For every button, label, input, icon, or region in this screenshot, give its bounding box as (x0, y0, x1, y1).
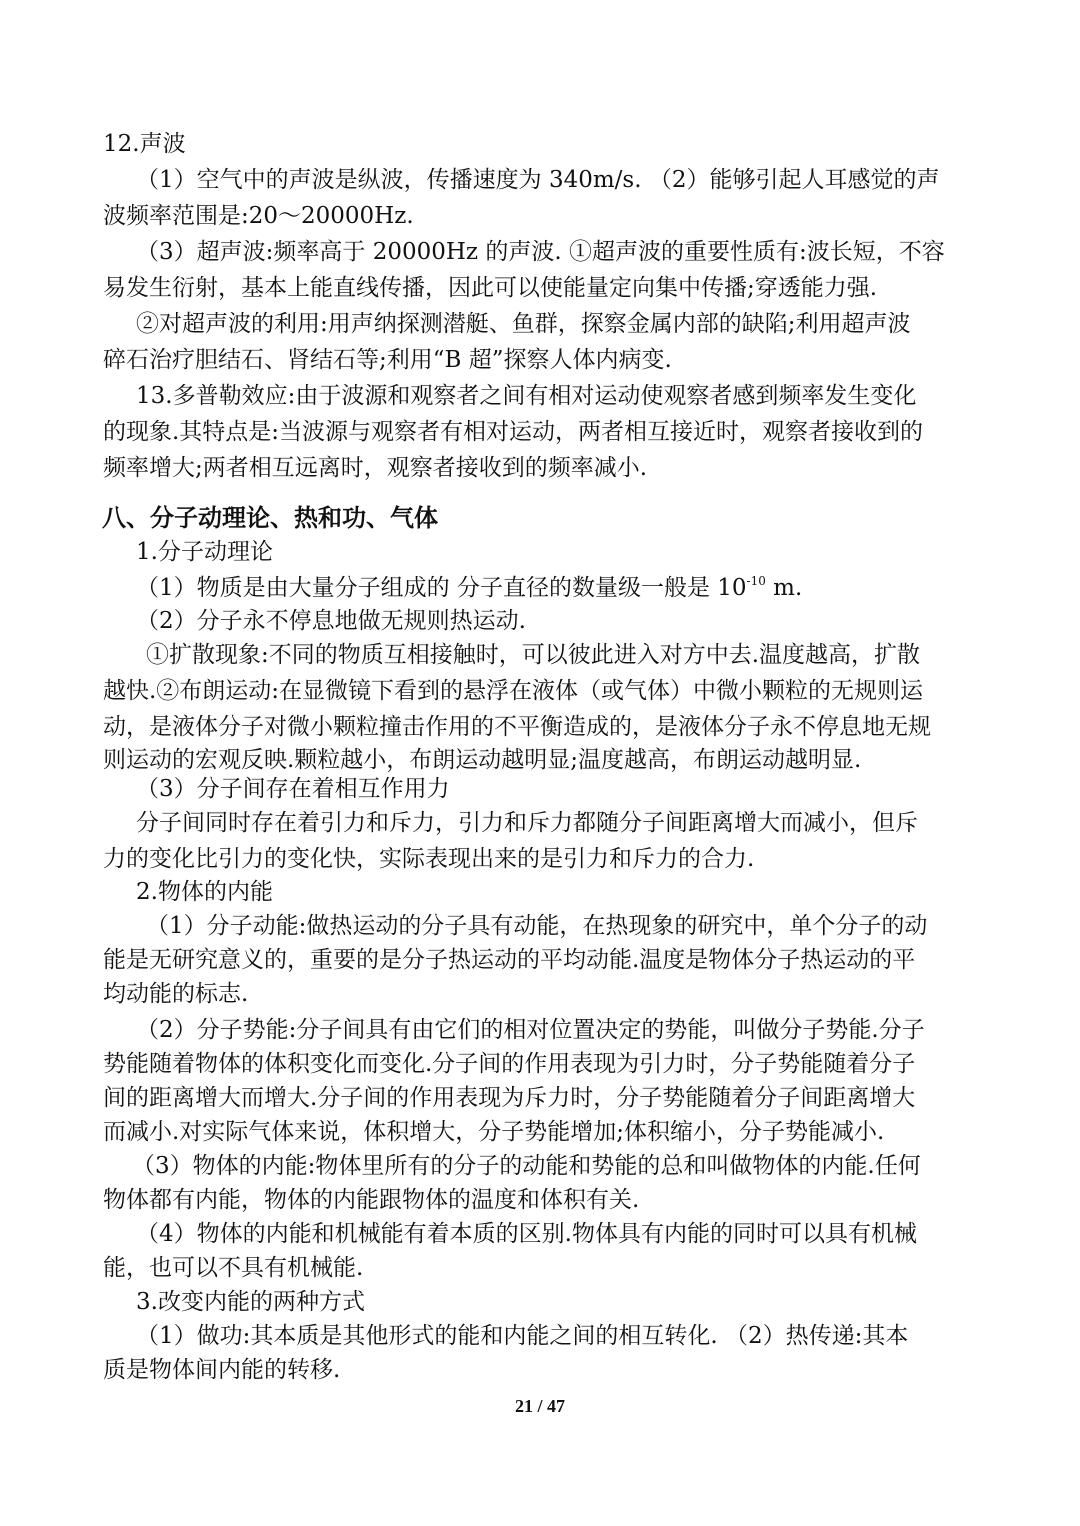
paragraph-line: 力的变化比引力的变化快，实际表现出来的是引力和斥力的合力. (103, 846, 755, 872)
paragraph-line: （3）超声波:频率高于 20000Hz 的声波. ①超声波的重要性质有:波长短，不容 (136, 239, 945, 265)
paragraph-line: （1）做功:其本质是其他形式的能和内能之间的相互转化. （2）热传递:其本 (136, 1323, 909, 1349)
paragraph-line: 动，是液体分子对微小颗粒撞击作用的不平衡造成的，是液体分子永不停息地无规 (103, 714, 931, 740)
section-13-line: 13.多普勒效应:由于波源和观察者之间有相对运动使观察者感到频率发生变化 (136, 383, 917, 409)
paragraph-line: （1）空气中的声波是纵波，传播速度为 340m/s. （2）能够引起人耳感觉的声 (136, 167, 940, 193)
paragraph-line: 波频率范围是:20～20000Hz. (103, 203, 414, 229)
paragraph-line: （3）分子间存在着相互作用力 (136, 776, 450, 802)
paragraph-text: （1）物质是由大量分子组成的 分子直径的数量级一般是 10 (136, 575, 747, 601)
paragraph-line: 分子间同时存在着引力和斥力，引力和斥力都随分子间距离增大而减小，但斥 (136, 810, 918, 836)
paragraph-line: 势能随着物体的体积变化而变化.分子间的作用表现为引力时，分子势能随着分子 (103, 1051, 916, 1077)
paragraph-line: （2）分子势能:分子间具有由它们的相对位置决定的势能，叫做分子势能.分子 (136, 1017, 925, 1043)
paragraph-line (136, 570, 802, 606)
chapter-heading: 八、分子动理论、热和功、气体 (102, 504, 438, 532)
paragraph-line: 易发生衍射，基本上能直线传播，因此可以使能量定向集中传播;穿透能力强. (103, 275, 878, 301)
paragraph-line: （3）物体的内能:物体里所有的分子的动能和势能的总和叫做物体的内能.任何 (132, 1153, 921, 1179)
paragraph-line: 能是无研究意义的，重要的是分子热运动的平均动能.温度是物体分子热运动的平 (103, 947, 916, 973)
section-12-title: 12.声波 (103, 131, 186, 157)
paragraph-line: 频率增大;两者相互远离时，观察者接收到的频率减小. (103, 455, 648, 481)
paragraph-line: 的现象.其特点是:当波源与观察者有相对运动，两者相互接近时，观察者接收到的 (103, 419, 924, 445)
paragraph-text: m. (765, 575, 803, 601)
paragraph-line: 能，也可以不具有机械能. (103, 1255, 364, 1281)
exponent: -10 (746, 574, 766, 588)
subsection-title: 1.分子动理论 (136, 539, 273, 565)
paragraph-line: 越快.②布朗运动:在显微镜下看到的悬浮在液体（或气体）中微小颗粒的无规则运 (103, 678, 924, 704)
paragraph-line: （2）分子永不停息地做无规则热运动. (136, 608, 526, 634)
paragraph-line: （4）物体的内能和机械能有着本质的区别.物体具有内能的同时可以具有机械 (136, 1221, 917, 1247)
subsection-title: 2.物体的内能 (136, 879, 273, 905)
paragraph-line: 均动能的标志. (103, 981, 249, 1007)
paragraph-line: 物体都有内能，物体的内能跟物体的温度和体积有关. (103, 1187, 640, 1213)
paragraph-line: 而减小.对实际气体来说，体积增大，分子势能增加;体积缩小，分子势能减小. (103, 1119, 885, 1145)
paragraph-line: ①扩散现象:不同的物质互相接触时，可以彼此进入对方中去.温度越高，扩散 (146, 642, 921, 668)
paragraph-line: 质是物体间内能的转移. (103, 1357, 341, 1383)
paragraph-line: （1）分子动能:做热运动的分子具有动能，在热现象的研究中，单个分子的动 (146, 913, 928, 939)
paragraph-line: 碎石治疗胆结石、肾结石等;利用“B 超”探察人体内病变. (103, 347, 672, 373)
paragraph-line: ②对超声波的利用:用声纳探测潜艇、鱼群，探察金属内部的缺陷;利用超声波 (136, 311, 911, 337)
paragraph-line: 则运动的宏观反映.颗粒越小，布朗运动越明显;温度越高，布朗运动越明显. (103, 747, 862, 773)
page-number: 21 / 47 (514, 1396, 565, 1416)
paragraph-line: 间的距离增大而增大.分子间的作用表现为斥力时，分子势能随着分子间距离增大 (103, 1085, 916, 1111)
subsection-title: 3.改变内能的两种方式 (136, 1289, 365, 1315)
